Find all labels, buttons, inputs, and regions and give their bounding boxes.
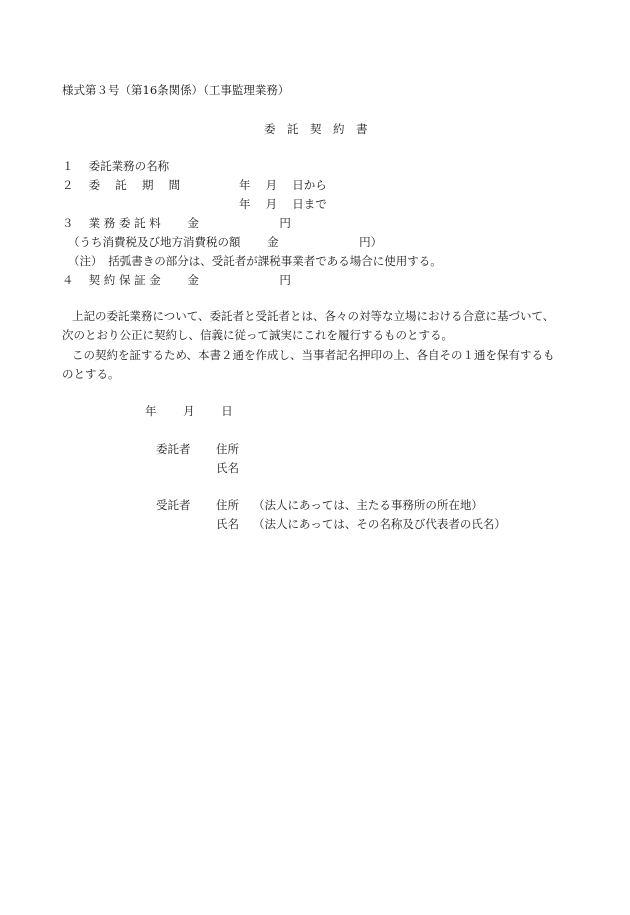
- consignor-label: 委託者: [156, 442, 191, 456]
- consignor-address-label: 住所: [216, 442, 239, 456]
- consignee-name-label: 氏名: [216, 517, 239, 531]
- contract-date: 年 月 日: [145, 404, 233, 418]
- period-from: 年 月 日から: [239, 178, 327, 192]
- consignee-address-note: （法人にあっては、主たる事務所の所在地）: [253, 498, 483, 512]
- paragraph-1-line-2: 次のとおり公正に契約し、信義に従って誠実にこれを履行するものとする。: [62, 328, 453, 342]
- consignee-name-note: （法人にあっては、その名称及び代表者の氏名）: [253, 517, 506, 531]
- period-to: 年 月 日まで: [239, 197, 327, 211]
- form-label: 様式第３号（第16条関係）（工事監理業務）: [62, 83, 290, 97]
- consignee-address-label: 住所: [216, 498, 239, 512]
- note-line: （注） 括弧書きの部分は、受託者が課税事業者である場合に使用する。: [68, 254, 442, 268]
- item-4-guarantee: ４ 契 約 保 証 金 金 円: [62, 273, 291, 287]
- document-title: 委 託 契 約 書: [264, 122, 368, 136]
- paragraph-2-line-1: この契約を証するため、本書２通を作成し、当事者記名押印の上、各自その１通を保有するも: [72, 348, 555, 362]
- consignee-label: 受託者: [156, 498, 191, 512]
- consignor-name-label: 氏名: [216, 461, 239, 475]
- item-3-fee: ３ 業 務 委 託 料 金 円: [62, 216, 291, 230]
- paragraph-1-line-1: 上記の委託業務について、委託者と受託者とは、各々の対等な立場における合意に基づいて、: [72, 309, 555, 323]
- tax-amount-line: （うち消費税及び地方消費税の額 金 円）: [68, 235, 383, 249]
- item-1-service-name: １ 委託業務の名称: [62, 159, 170, 173]
- paragraph-2-line-2: のとする。: [62, 367, 120, 381]
- item-2-period: ２ 委 託 期 間: [62, 178, 181, 192]
